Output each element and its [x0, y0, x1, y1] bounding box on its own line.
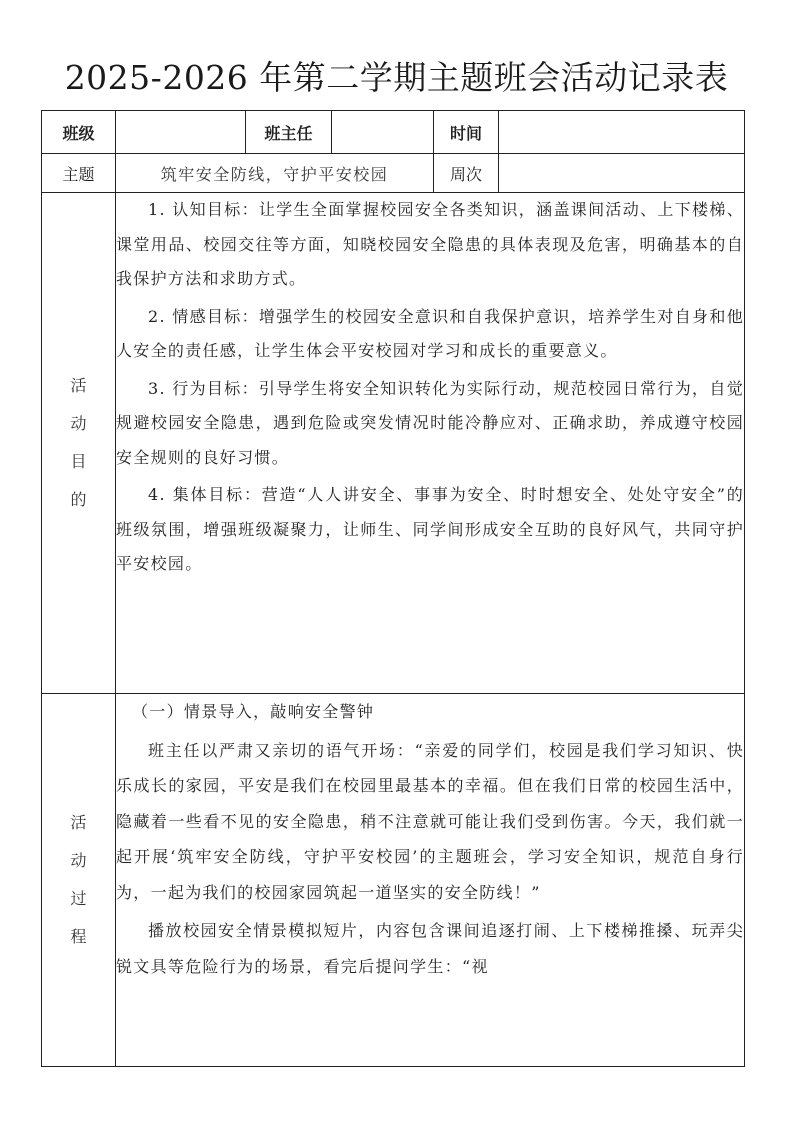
purpose-collective: 4. 集体目标：营造“人人讲安全、事事为安全、时时想安全、处处守安全”的班级氛围，增强班级凝聚力，让师生、同学间形成安全互助的良好风气，共同守护平安校园。: [116, 485, 744, 573]
process-paragraph: 播放校园安全情景模拟短片，内容包含课间追逐打闹、上下楼梯推搡、玩弄尖锐文具等危险行为的场景，看完后提问学生：“视: [116, 921, 744, 976]
theme-label: 主题: [42, 154, 116, 193]
purpose-emotional: 2. 情感目标：增强学生的校园安全意识和自我保护意识，培养学生对自身和他人安全的责任感，让学生体会平安校园对学习和成长的重要意义。: [116, 306, 744, 360]
teacher-value-field[interactable]: [332, 111, 434, 154]
process-row: [42, 694, 745, 1067]
teacher-label: 班主任: [246, 111, 332, 154]
time-value-field[interactable]: [499, 111, 745, 154]
purpose-label: 活 动 目 的: [42, 193, 116, 694]
process-paragraph: 班主任以严肃又亲切的语气开场：“亲爱的同学们，校园是我们学习知识、快乐成长的家园，平安是我们在校园里最基本的幸福。但在我们日常的校园生活中，隐藏着一些看不见的安全隐患，稍不注意就可能让我们受到伤害。今天，我们就一起开展‘筑牢安全防线，守护平安校园’的主题班会，学习安全知识，规范自身行为，一起为我们的校园家园筑起一道坚实的安全防线！”: [116, 740, 744, 902]
class-label: 班级: [42, 111, 116, 154]
purpose-behavioral: 3. 行为目标：引导学生将安全知识转化为实际行动，规范校园日常行为，自觉规避校园安全隐患，遇到危险或突发情况时能冷静应对、正确求助，养成遵守校园安全规则的良好习惯。: [116, 378, 744, 467]
theme-row: [42, 154, 745, 193]
week-value-field[interactable]: [499, 154, 745, 193]
class-value-field[interactable]: [116, 111, 246, 154]
purpose-content: [116, 193, 745, 694]
header-row: [42, 111, 745, 154]
page-title: 2025-2026 年第二学期主题班会活动记录表: [64, 58, 729, 97]
process-section-heading: （一）情景导入，敲响安全警钟: [132, 702, 375, 721]
time-label: 时间: [434, 111, 499, 154]
purpose-row: [42, 193, 745, 694]
theme-value: 筑牢安全防线，守护平安校园: [116, 154, 434, 193]
week-label: 周次: [434, 154, 499, 193]
process-label: 活 动 过 程: [42, 694, 116, 1067]
record-table: [41, 110, 745, 1067]
purpose-cognitive: 1. 认知目标：让学生全面掌握校园安全各类知识，涵盖课间活动、上下楼梯、课堂用品、校园交往等方面，知晓校园安全隐患的具体表现及危害，明确基本的自我保护方法和求助方式。: [116, 200, 744, 288]
process-content: [116, 694, 745, 1067]
